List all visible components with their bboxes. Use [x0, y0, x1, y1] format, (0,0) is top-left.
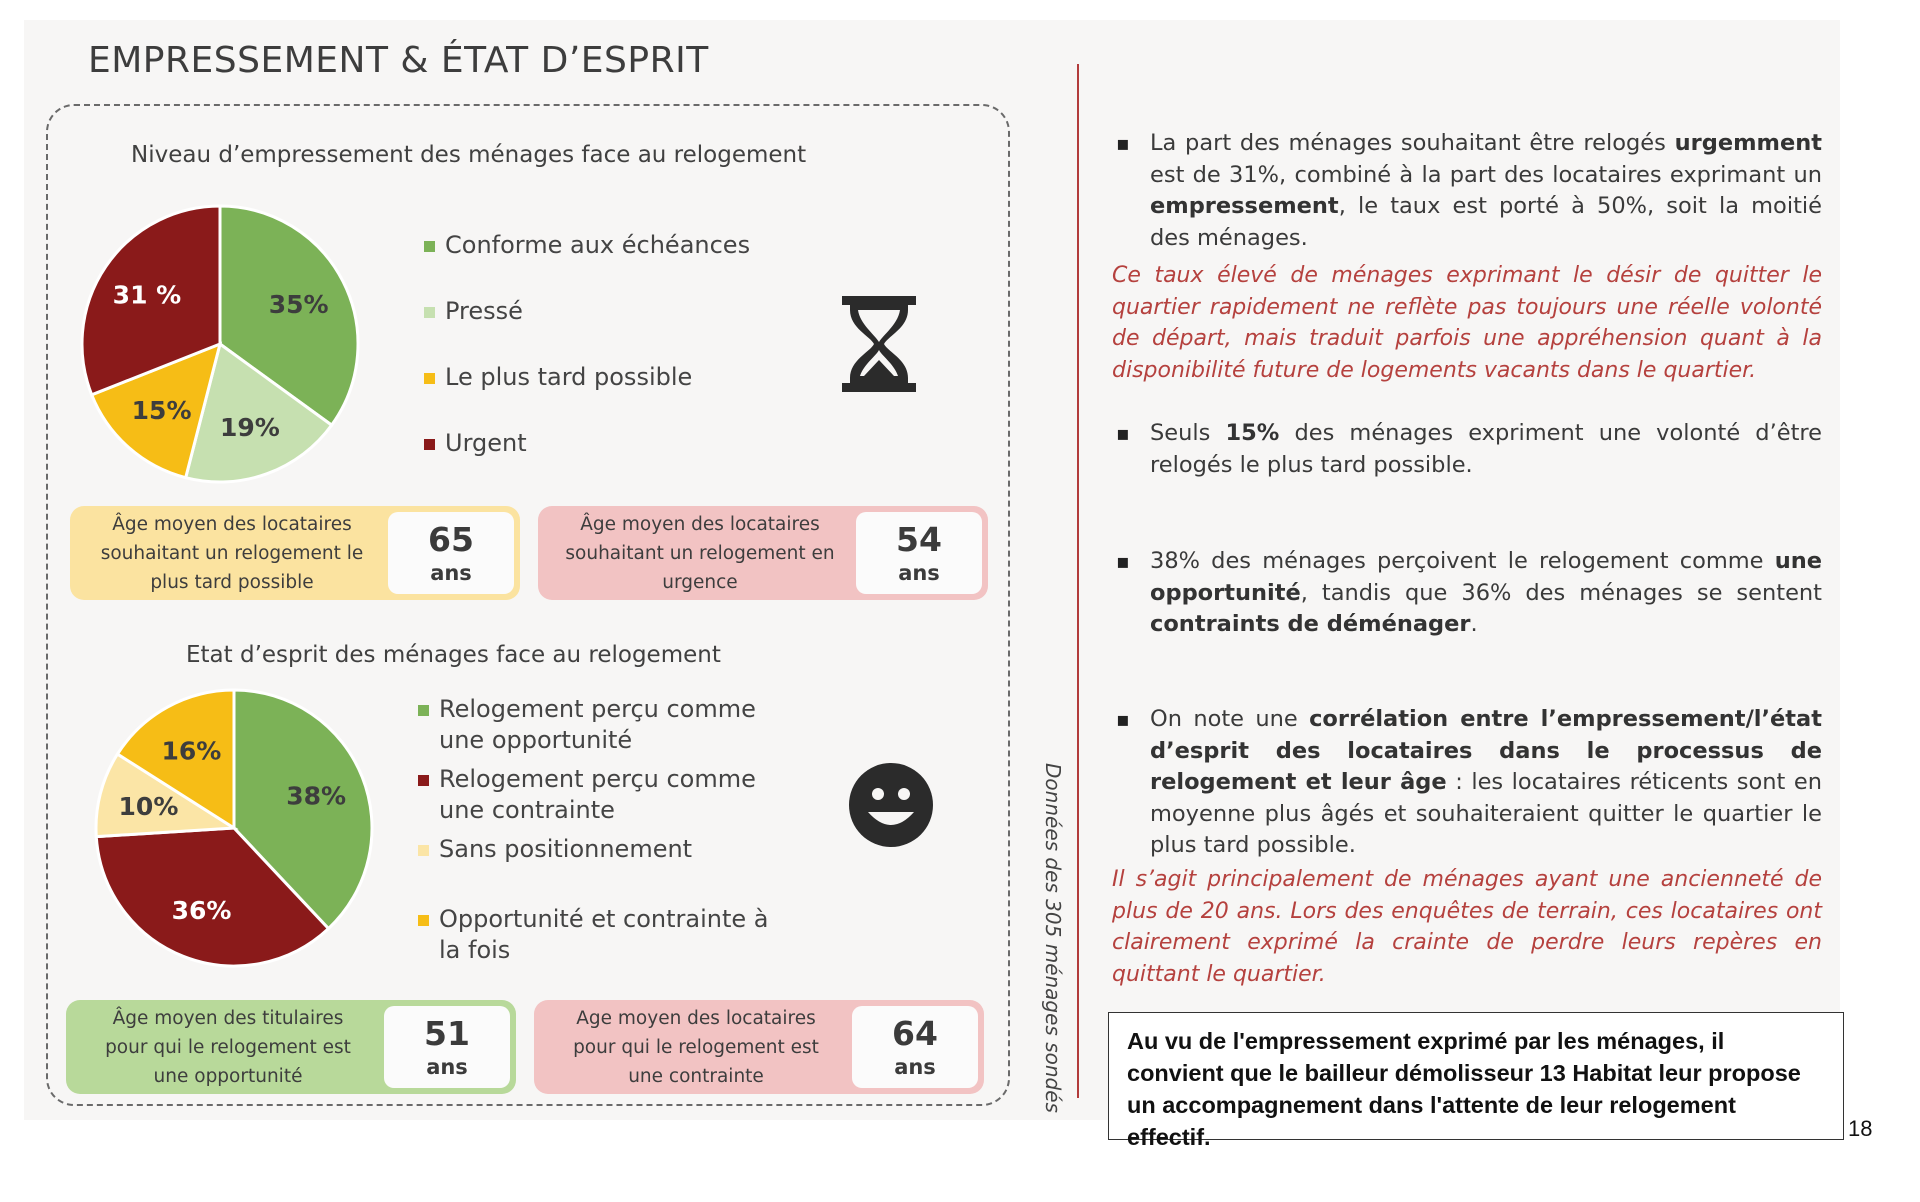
- info-value: [388, 512, 514, 594]
- pie-label-3: 31 %: [112, 280, 182, 310]
- bullet-perception: [1112, 546, 1822, 641]
- info-line: une contrainte: [628, 1065, 764, 1087]
- chart1-legend: [424, 230, 804, 470]
- info-value: [852, 1006, 978, 1088]
- info-line: urgence: [662, 571, 738, 593]
- pie-label-1: 36%: [171, 896, 232, 926]
- info-unit: ans: [898, 561, 940, 585]
- legend2-line: Relogement perçu comme: [439, 695, 756, 723]
- bullet-text: On note une corrélation entre l’empressement/l’état d’esprit des locataires dans le processus de relogement et leur âge : les locataires réticents sont en moyenne plus âgés et souhaiteraient quitter le quartier le plus tard possible.: [1150, 706, 1822, 858]
- smiley-icon: [848, 762, 934, 852]
- info-number: 64: [892, 1014, 938, 1053]
- legend2-swatch: [418, 845, 429, 856]
- legend2-label: Sans positionnement: [439, 835, 693, 863]
- legend2-line: la fois: [439, 936, 511, 964]
- source-note: [1036, 763, 1070, 1113]
- italic-comment-1: Ce taux élevé de ménages exprimant le désir de quitter le quartier rapidement ne reflète pas toujours une réelle volonté de départ, mais traduit parfois une appréhension quant à la disponibilité future de logements vacants dans le quartier.: [1112, 263, 1822, 383]
- bullet-text: La part des ménages souhaitant être relogés urgemment est de 31%, combiné à la part des locataires exprimant un empressement, le taux est porté à 50%, soit la moitié des ménages.: [1150, 130, 1822, 251]
- info-unit: ans: [426, 1055, 468, 1079]
- pie-label-2: 10%: [118, 792, 179, 822]
- legend2-swatch: [418, 705, 429, 716]
- legend2-swatch: [418, 915, 429, 926]
- info-box-text: [544, 512, 856, 594]
- info-value: [856, 512, 982, 594]
- legend2-swatch: [418, 775, 429, 786]
- legend1-label: Conforme aux échéances: [445, 231, 751, 259]
- pie-label-0: 38%: [286, 781, 347, 811]
- info-number: 51: [424, 1014, 470, 1053]
- info-box-contrainte: [534, 1000, 984, 1094]
- info-number: 54: [896, 520, 942, 559]
- legend2-label: [439, 694, 756, 756]
- legend1-item-plus-tard: [424, 362, 692, 393]
- source-note-text: Données des 305 ménages sondés: [1041, 763, 1065, 1113]
- info-line: Âge moyen des locataires: [580, 513, 820, 535]
- legend1-label: Urgent: [445, 429, 527, 457]
- pie-label-3: 16%: [161, 736, 222, 766]
- legend1-swatch: [424, 307, 435, 318]
- legend1-swatch: [424, 373, 435, 384]
- bullet-square-icon: ▪: [1116, 549, 1130, 573]
- legend2-item-opportunite: [418, 694, 756, 756]
- legend1-label: Pressé: [445, 297, 523, 325]
- legend1-swatch: [424, 241, 435, 252]
- info-box-text: [76, 512, 388, 594]
- info-line: souhaitant un relogement en: [565, 542, 835, 564]
- legend2-item-sans-position: [418, 834, 692, 865]
- bullet-correlation: [1112, 704, 1822, 862]
- info-unit: ans: [894, 1055, 936, 1079]
- chart2-title: Etat d’esprit des ménages face au relogement: [186, 642, 721, 668]
- legend1-label: Le plus tard possible: [445, 363, 693, 391]
- legend2-item-contrainte: [418, 764, 756, 826]
- hourglass-icon: [840, 294, 918, 398]
- legend1-item-urgent: [424, 428, 527, 459]
- column-divider: [1077, 64, 1079, 1098]
- pie-chart-empressement: [70, 206, 370, 486]
- info-line: pour qui le relogement est: [105, 1036, 351, 1058]
- info-box-text: [72, 1006, 384, 1088]
- page-title: EMPRESSEMENT & ÉTAT D’ESPRIT: [88, 40, 709, 81]
- info-box-text: [540, 1006, 852, 1088]
- info-box-opportunite: [66, 1000, 516, 1094]
- info-line: Âge moyen des titulaires: [112, 1007, 344, 1029]
- chart2-legend: [418, 694, 818, 974]
- legend1-item-presse: [424, 296, 523, 327]
- pie-label-0: 35%: [268, 289, 329, 319]
- info-line: une opportunité: [153, 1065, 303, 1087]
- legend2-line: Opportunité et contrainte à: [439, 905, 769, 933]
- info-box-urgence: [538, 506, 988, 600]
- legend2-line: une contrainte: [439, 796, 615, 824]
- info-unit: ans: [430, 561, 472, 585]
- bullet-square-icon: ▪: [1116, 131, 1130, 155]
- bullet-plus-tard: [1112, 418, 1822, 481]
- italic-comment-2: Il s’agit principalement de ménages ayant une ancienneté de plus de 20 ans. Lors des enquêtes de terrain, ces locataires ont clairement exprimé la crainte de perdre leurs repères en quittant le quartier.: [1112, 867, 1822, 987]
- legend2-line: une opportunité: [439, 726, 633, 754]
- info-line: souhaitant un relogement le: [100, 542, 364, 564]
- info-line: Age moyen des locataires: [576, 1007, 816, 1029]
- pie-chart-etat-esprit: [82, 690, 392, 970]
- pie-label-2: 15%: [131, 396, 192, 426]
- bullet-square-icon: ▪: [1116, 421, 1130, 445]
- info-value: [384, 1006, 510, 1088]
- info-line: Âge moyen des locataires: [112, 513, 352, 535]
- page-number: 18: [1848, 1116, 1873, 1141]
- pie-label-1: 19%: [219, 413, 280, 443]
- bullet-text: Seuls 15% des ménages expriment une volonté d’être relogés le plus tard possible.: [1150, 420, 1823, 478]
- bullet-text: 38% des ménages perçoivent le relogement comme une opportunité, tandis que 36% des ménages se sentent contraints de déménager.: [1150, 548, 1822, 637]
- legend2-label: [439, 904, 768, 966]
- chart1-title: Niveau d’empressement des ménages face au relogement: [131, 142, 807, 168]
- info-number: 65: [428, 520, 474, 559]
- legend2-item-les-deux: [418, 904, 768, 966]
- info-line: plus tard possible: [150, 571, 314, 593]
- legend2-label: [439, 764, 756, 826]
- legend1-swatch: [424, 439, 435, 450]
- conclusion-box: Au vu de l'empressement exprimé par les ménages, il convient que le bailleur démolisseur 13 Habitat leur propose un accompagnement dans l'attente de leur relogement effectif.: [1108, 1012, 1844, 1140]
- bullet-square-icon: ▪: [1116, 707, 1130, 731]
- bullet-urgence: [1112, 128, 1822, 254]
- legend2-line: Relogement perçu comme: [439, 765, 756, 793]
- legend1-item-conforme: [424, 230, 750, 261]
- info-box-plus-tard: [70, 506, 520, 600]
- info-line: pour qui le relogement est: [573, 1036, 819, 1058]
